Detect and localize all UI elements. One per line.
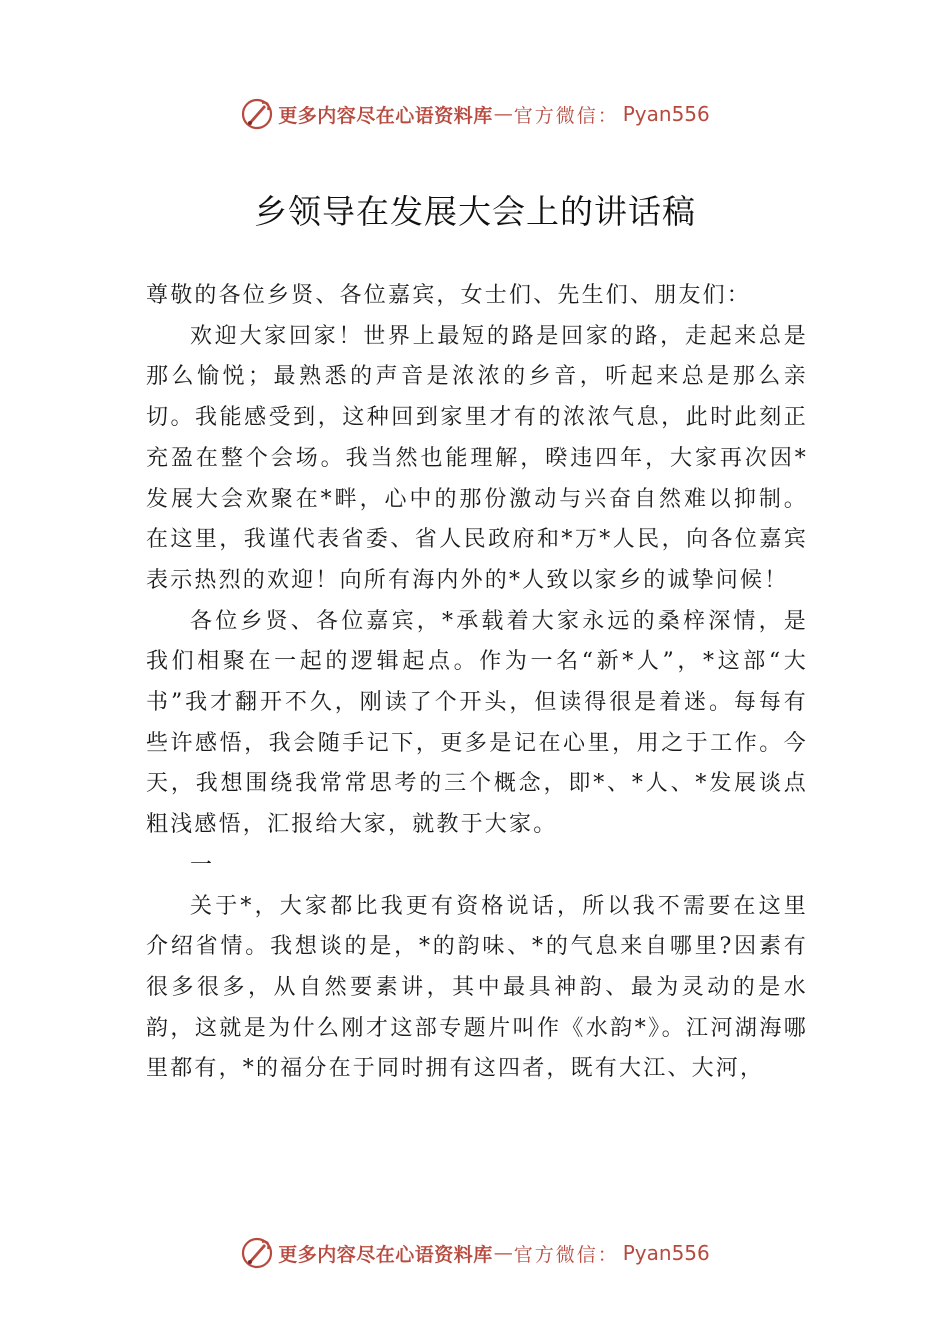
promo-text: 更多内容尽在心语资料库 (278, 104, 493, 127)
quill-pen-logo-icon (240, 97, 274, 131)
top-banner[interactable] (0, 94, 950, 134)
wechat-id: Pyan556 (622, 1241, 710, 1265)
banner-dash: — (493, 103, 513, 125)
wechat-label: 官方微信： (513, 1243, 619, 1266)
salutation: 尊敬的各位乡贤、各位嘉宾，女士们、先生们、朋友们： (146, 283, 752, 308)
paragraph-introduction: 各位乡贤、各位嘉宾，*承载着大家永远的桑梓深情，是我们相聚在一起的逻辑起点。作为一名“新*人”，*这部“大书”我才翻开不久，刚读了个开头，但读得很是着迷。每每有些许感悟，我会随手记下，更多是记在心里，用之于工作。今天，我想围绕我常常思考的三个概念，即*、*人、*发展谈点粗浅感悟，汇报给大家，就教于大家。 (146, 608, 808, 838)
section-paragraph: 关于*，大家都比我更有资格说话，所以我不需要在这里介绍省情。我想谈的是，*的韵味、*的气息来自哪里?因素有很多很多，从自然要素讲，其中最具神韵、最为灵动的是水韵，这就是为什么刚才这部专题片叫作《水韵*》。江河湖海哪里都有，*的福分在于同时拥有这四者，既有大江、大河， (146, 893, 808, 1082)
bottom-banner[interactable] (0, 1233, 950, 1273)
paragraph-welcome: 欢迎大家回家！世界上最短的路是回家的路，走起来总是那么愉悦；最熟悉的声音是浓浓的乡音，听起来总是那么亲切。我能感受到，这种回到家里才有的浓浓气息，此时此刻正充盈在整个会场。我当然也能理解，暌违四年，大家再次因*发展大会欢聚在*畔，心中的那份激动与兴奋自然难以抑制。在这里，我谨代表省委、省人民政府和*万*人民，向各位嘉宾表示热烈的欢迎！向所有海内外的*人致以家乡的诚挚问候！ (146, 323, 808, 593)
banner-dash: — (493, 1242, 513, 1264)
document-body (146, 276, 808, 1090)
document-title: 乡领导在发展大会上的讲话稿 (254, 192, 696, 231)
wechat-id: Pyan556 (622, 102, 710, 126)
section-heading: 一 (190, 852, 215, 878)
promo-text: 更多内容尽在心语资料库 (278, 1243, 493, 1266)
quill-pen-logo-icon (240, 1236, 274, 1270)
wechat-label: 官方微信： (513, 104, 619, 127)
